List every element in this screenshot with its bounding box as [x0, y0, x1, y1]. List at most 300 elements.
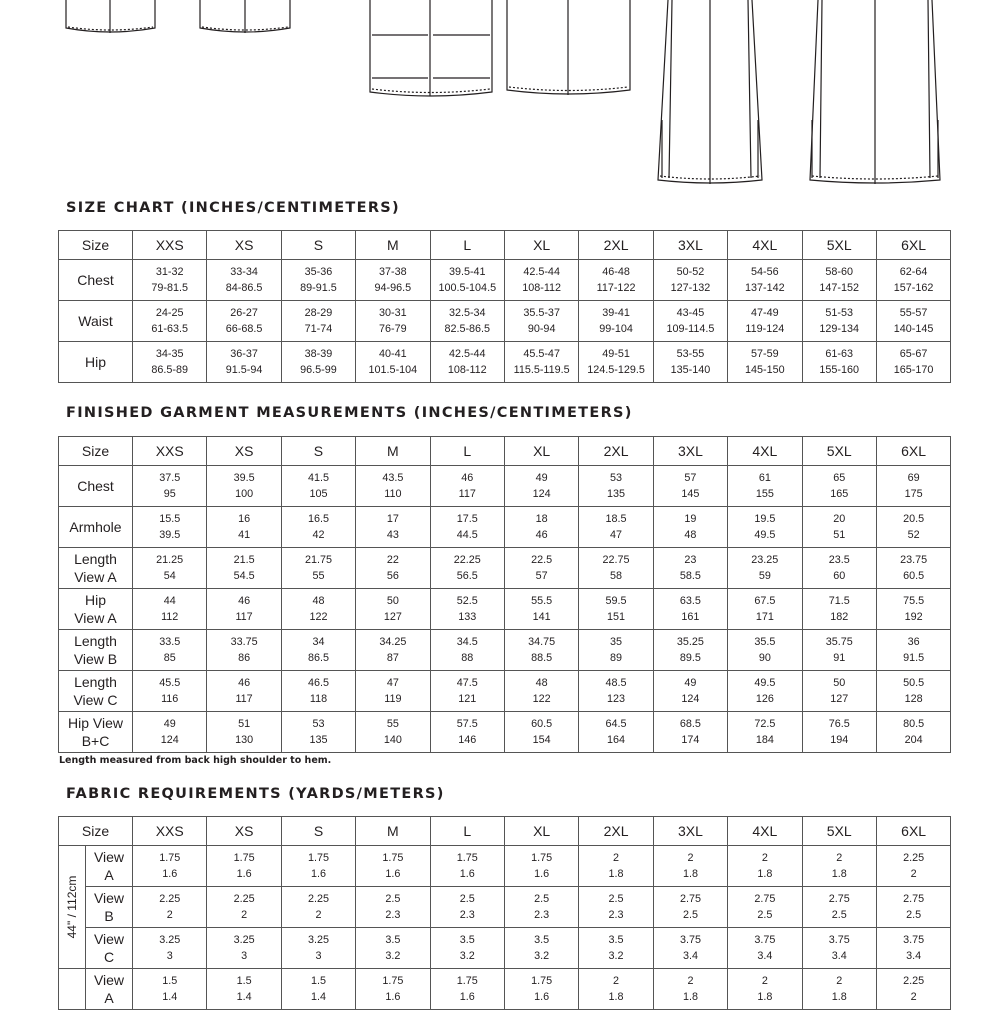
value-primary: 33.75 — [230, 636, 258, 648]
value-secondary: 59 — [758, 570, 771, 582]
value-primary: 41.5 — [307, 472, 329, 484]
value-secondary: 3 — [315, 950, 322, 962]
value-secondary: 124 — [160, 734, 179, 746]
value-secondary: 1.8 — [682, 991, 698, 1003]
value-primary: 68.5 — [679, 718, 701, 730]
header-l: L — [430, 817, 504, 846]
value-primary: 2 — [687, 975, 694, 987]
value-secondary: 116 — [161, 693, 179, 705]
value-secondary: 165 — [830, 488, 849, 500]
size-chart-row — [59, 342, 951, 383]
value-cell — [802, 887, 876, 928]
value-cell — [207, 342, 281, 383]
value-cell — [876, 589, 950, 630]
row-label-line: View B — [73, 651, 118, 667]
value-cell — [653, 630, 727, 671]
value-cell — [207, 887, 281, 928]
value-primary: 3.75 — [679, 934, 701, 946]
value-cell — [876, 630, 950, 671]
value-secondary: 1.6 — [310, 868, 326, 880]
value-secondary: 2.5 — [682, 909, 698, 921]
value-secondary: 56 — [386, 570, 399, 582]
value-cell — [356, 301, 430, 342]
value-secondary: 2 — [315, 909, 322, 921]
value-cell — [356, 928, 430, 969]
value-primary: 16.5 — [307, 513, 329, 525]
row-label-line: B+C — [81, 733, 110, 749]
value-cell — [579, 548, 653, 589]
value-primary: 46.5 — [307, 677, 329, 689]
value-secondary: 60.5 — [903, 570, 925, 582]
value-primary: 1.75 — [159, 852, 181, 864]
value-secondary: 154 — [532, 734, 551, 746]
value-secondary: 87 — [386, 652, 399, 664]
value-secondary: 49.5 — [754, 529, 776, 541]
header-xxs: XXS — [133, 437, 207, 466]
fabric-header-row — [59, 817, 951, 846]
value-cell — [728, 712, 802, 753]
value-secondary: 66-68.5 — [225, 323, 263, 335]
value-primary: 35.75 — [825, 636, 853, 648]
value-cell — [653, 466, 727, 507]
value-primary: 63.5 — [679, 595, 701, 607]
value-primary: 28-29 — [304, 307, 333, 319]
value-primary: 22.75 — [602, 554, 630, 566]
fabric-body — [59, 846, 951, 1010]
value-cell — [281, 969, 355, 1010]
header-xl: XL — [504, 437, 578, 466]
value-primary: 23.5 — [828, 554, 850, 566]
value-primary: 2 — [613, 975, 620, 987]
value-secondary: 165-170 — [893, 364, 934, 376]
value-cell — [281, 846, 355, 887]
value-cell — [356, 342, 430, 383]
value-cell — [876, 507, 950, 548]
value-secondary: 105 — [309, 488, 328, 500]
value-secondary: 135-140 — [670, 364, 711, 376]
header-xs: XS — [207, 437, 281, 466]
value-primary: 2.25 — [307, 893, 329, 905]
value-cell — [653, 969, 727, 1010]
value-primary: 42.5-44 — [448, 348, 486, 360]
header-2xl: 2XL — [579, 817, 653, 846]
value-cell — [802, 671, 876, 712]
value-secondary: 2.5 — [906, 909, 922, 921]
value-secondary: 3.4 — [757, 950, 773, 962]
finished-row — [59, 466, 951, 507]
value-primary: 2.75 — [679, 893, 701, 905]
value-cell — [133, 969, 207, 1010]
value-cell — [281, 928, 355, 969]
header-xs: XS — [207, 817, 281, 846]
value-cell — [876, 969, 950, 1010]
value-cell — [281, 260, 355, 301]
value-secondary: 137-142 — [745, 282, 785, 294]
value-secondary: 47 — [610, 529, 623, 541]
value-primary: 2.25 — [903, 852, 925, 864]
value-primary: 3.5 — [608, 934, 624, 946]
row-label: Hip — [59, 342, 133, 383]
value-secondary: 101.5-104 — [368, 364, 418, 376]
value-cell — [133, 342, 207, 383]
value-primary: 48 — [535, 677, 548, 689]
value-secondary: 61-63.5 — [151, 323, 188, 335]
value-cell — [504, 712, 578, 753]
value-primary: 57.5 — [456, 718, 478, 730]
value-primary: 42.5-44 — [523, 266, 560, 278]
value-cell — [207, 712, 281, 753]
value-primary: 46 — [238, 677, 251, 689]
size-chart-title: SIZE CHART (INCHES/CENTIMETERS) — [66, 200, 400, 216]
value-secondary: 122 — [532, 693, 551, 705]
value-cell — [504, 671, 578, 712]
value-secondary: 130 — [235, 734, 254, 746]
value-primary: 1.75 — [233, 852, 255, 864]
value-primary: 72.5 — [754, 718, 776, 730]
value-cell — [430, 712, 504, 753]
value-secondary: 1.8 — [831, 991, 847, 1003]
garment-illustrations — [0, 0, 1000, 195]
row-label — [59, 671, 133, 712]
value-secondary: 182 — [830, 611, 849, 623]
value-secondary: 91.5 — [903, 652, 925, 664]
value-cell — [876, 846, 950, 887]
value-primary: 31-32 — [155, 266, 184, 278]
value-secondary: 3.2 — [608, 950, 624, 962]
row-label-line: View A — [74, 569, 117, 585]
value-cell — [356, 260, 430, 301]
value-secondary: 90 — [758, 652, 771, 664]
value-secondary: 2 — [166, 909, 173, 921]
value-secondary: 145-150 — [745, 364, 785, 376]
value-secondary: 1.6 — [459, 868, 475, 880]
value-cell — [356, 712, 430, 753]
value-cell — [802, 507, 876, 548]
fabric-width-cell — [59, 846, 86, 969]
value-cell — [281, 887, 355, 928]
value-cell — [802, 630, 876, 671]
value-secondary: 89-91.5 — [300, 282, 337, 294]
value-cell — [504, 548, 578, 589]
value-secondary: 2 — [241, 909, 248, 921]
value-secondary: 117-122 — [596, 282, 636, 294]
fabric-requirements-title: FABRIC REQUIREMENTS (YARDS/METERS) — [66, 786, 445, 802]
value-secondary: 135 — [309, 734, 328, 746]
value-cell — [430, 928, 504, 969]
value-secondary: 127-132 — [670, 282, 711, 294]
value-cell — [653, 342, 727, 383]
header-6xl: 6XL — [876, 817, 950, 846]
header-4xl: 4XL — [728, 231, 802, 260]
value-secondary: 128 — [904, 693, 923, 705]
header-3xl: 3XL — [653, 231, 727, 260]
value-primary: 35.5-37 — [523, 307, 560, 319]
value-primary: 17 — [386, 513, 399, 525]
value-cell — [207, 846, 281, 887]
value-primary: 65 — [833, 472, 846, 484]
value-secondary: 1.6 — [162, 868, 178, 880]
row-label-line: View C — [73, 692, 118, 708]
header-s: S — [281, 437, 355, 466]
value-secondary: 94-96.5 — [374, 282, 412, 294]
value-primary: 21.5 — [233, 554, 255, 566]
value-cell — [207, 928, 281, 969]
value-primary: 46 — [238, 595, 251, 607]
finished-row — [59, 712, 951, 753]
value-primary: 55 — [386, 718, 399, 730]
value-primary: 36-37 — [230, 348, 258, 360]
value-primary: 3.25 — [307, 934, 329, 946]
value-primary: 2 — [836, 975, 843, 987]
value-primary: 34.5 — [456, 636, 478, 648]
value-primary: 37.5 — [159, 472, 181, 484]
value-primary: 1.5 — [310, 975, 326, 987]
value-primary: 3.25 — [159, 934, 181, 946]
value-secondary: 123 — [607, 693, 626, 705]
value-secondary: 84-86.5 — [225, 282, 263, 294]
value-primary: 2 — [687, 852, 694, 864]
value-primary: 49 — [163, 718, 176, 730]
value-primary: 2.75 — [754, 893, 776, 905]
value-cell — [876, 260, 950, 301]
value-cell — [579, 671, 653, 712]
value-secondary: 2.3 — [459, 909, 475, 921]
value-secondary: 3 — [241, 950, 248, 962]
row-label — [59, 630, 133, 671]
value-primary: 2.25 — [903, 975, 925, 987]
value-primary: 22.5 — [531, 554, 553, 566]
value-cell — [356, 589, 430, 630]
value-cell — [579, 712, 653, 753]
value-cell — [579, 630, 653, 671]
value-secondary: 60 — [833, 570, 846, 582]
value-cell — [653, 301, 727, 342]
finished-measurements-table — [58, 436, 951, 753]
value-cell — [876, 301, 950, 342]
value-cell — [207, 630, 281, 671]
value-cell — [356, 846, 430, 887]
value-primary: 17.5 — [456, 513, 478, 525]
value-primary: 36 — [907, 636, 920, 648]
value-primary: 61-63 — [825, 348, 854, 360]
value-primary: 1.5 — [162, 975, 178, 987]
value-primary: 37-38 — [379, 266, 407, 278]
value-primary: 50 — [833, 677, 846, 689]
value-secondary: 1.4 — [310, 991, 326, 1003]
value-cell — [281, 301, 355, 342]
value-secondary: 157-162 — [893, 282, 934, 294]
header-size: Size — [59, 231, 133, 260]
value-secondary: 1.6 — [236, 868, 252, 880]
value-primary: 53 — [610, 472, 623, 484]
value-primary: 62-64 — [899, 266, 928, 278]
value-primary: 34.25 — [379, 636, 407, 648]
value-cell — [728, 548, 802, 589]
finished-measurements-title: FINISHED GARMENT MEASUREMENTS (INCHES/CENTIMETERS) — [66, 405, 633, 421]
value-primary: 43-45 — [676, 307, 705, 319]
value-cell — [579, 260, 653, 301]
length-note: Length measured from back high shoulder to hem. — [59, 755, 332, 766]
header-4xl: 4XL — [728, 437, 802, 466]
value-primary: 21.25 — [156, 554, 184, 566]
value-primary: 30-31 — [379, 307, 407, 319]
value-cell — [430, 507, 504, 548]
value-primary: 76.5 — [828, 718, 850, 730]
value-secondary: 2 — [910, 868, 917, 880]
value-cell — [876, 342, 950, 383]
value-primary: 35 — [610, 636, 623, 648]
value-secondary: 127 — [830, 693, 849, 705]
view-label-line: View — [93, 972, 125, 988]
value-cell — [728, 928, 802, 969]
value-secondary: 140-145 — [893, 323, 934, 335]
value-secondary: 126 — [755, 693, 774, 705]
value-secondary: 1.6 — [385, 868, 401, 880]
value-cell — [802, 301, 876, 342]
value-secondary: 117 — [235, 693, 253, 705]
value-primary: 2 — [761, 975, 768, 987]
value-cell — [802, 928, 876, 969]
value-primary: 16 — [238, 513, 251, 525]
value-cell — [579, 887, 653, 928]
header-6xl: 6XL — [876, 437, 950, 466]
value-primary: 48 — [312, 595, 325, 607]
value-primary: 47 — [386, 677, 399, 689]
value-primary: 69 — [907, 472, 920, 484]
value-cell — [504, 969, 578, 1010]
value-primary: 55-57 — [899, 307, 928, 319]
finished-row — [59, 630, 951, 671]
value-secondary: 119 — [384, 693, 402, 705]
value-secondary: 86 — [238, 652, 251, 664]
value-secondary: 56.5 — [456, 570, 478, 582]
value-cell — [430, 969, 504, 1010]
value-cell — [281, 712, 355, 753]
value-secondary: 1.6 — [534, 991, 550, 1003]
value-cell — [728, 969, 802, 1010]
value-cell — [281, 671, 355, 712]
value-primary: 3.25 — [233, 934, 255, 946]
value-primary: 71.5 — [828, 595, 850, 607]
header-m: M — [356, 437, 430, 466]
value-primary: 57 — [684, 472, 697, 484]
value-cell — [207, 466, 281, 507]
fabric-row — [59, 846, 951, 887]
fabric-row — [59, 969, 951, 1010]
value-cell — [653, 260, 727, 301]
value-cell — [653, 671, 727, 712]
value-cell — [504, 928, 578, 969]
value-secondary: 48 — [684, 529, 697, 541]
value-cell — [133, 589, 207, 630]
value-cell — [504, 846, 578, 887]
value-cell — [802, 466, 876, 507]
value-secondary: 86.5 — [307, 652, 329, 664]
value-primary: 23.75 — [900, 554, 928, 566]
header-2xl: 2XL — [579, 231, 653, 260]
value-cell — [430, 301, 504, 342]
value-cell — [579, 507, 653, 548]
header-m: M — [356, 817, 430, 846]
value-primary: 1.75 — [456, 975, 478, 987]
value-cell — [579, 969, 653, 1010]
row-label-line: View A — [74, 610, 117, 626]
row-label — [59, 466, 133, 507]
finished-row — [59, 548, 951, 589]
value-primary: 51-53 — [825, 307, 854, 319]
value-primary: 3.5 — [385, 934, 401, 946]
row-label-line: Length — [74, 551, 117, 567]
value-secondary: 124 — [532, 488, 551, 500]
value-primary: 47.5 — [456, 677, 478, 689]
value-primary: 50-52 — [676, 266, 705, 278]
value-primary: 34 — [312, 636, 325, 648]
value-secondary: 146 — [458, 734, 477, 746]
header-xxs: XXS — [133, 231, 207, 260]
header-xl: XL — [504, 231, 578, 260]
value-primary: 57-59 — [751, 348, 779, 360]
dress-back-sketch — [507, 0, 630, 95]
value-secondary: 2 — [910, 991, 917, 1003]
value-primary: 22 — [386, 554, 399, 566]
view-label-line: B — [104, 908, 114, 924]
value-secondary: 2.3 — [385, 909, 401, 921]
value-primary: 2 — [613, 852, 620, 864]
value-secondary: 171 — [755, 611, 774, 623]
value-secondary: 58.5 — [679, 570, 701, 582]
value-primary: 1.75 — [456, 852, 478, 864]
value-cell — [653, 548, 727, 589]
value-secondary: 124.5-129.5 — [587, 364, 645, 376]
value-primary: 49 — [684, 677, 697, 689]
value-secondary: 122 — [309, 611, 328, 623]
value-secondary: 140 — [383, 734, 402, 746]
value-primary: 2.75 — [828, 893, 850, 905]
row-label-line: Length — [74, 633, 117, 649]
value-cell — [430, 548, 504, 589]
value-secondary: 1.8 — [608, 868, 624, 880]
value-primary: 3.75 — [903, 934, 925, 946]
value-primary: 2.75 — [903, 893, 925, 905]
value-cell — [504, 589, 578, 630]
value-secondary: 91.5-94 — [225, 364, 263, 376]
value-secondary: 51 — [833, 529, 846, 541]
value-secondary: 109-114.5 — [666, 323, 715, 335]
row-label-line: Armhole — [69, 519, 122, 535]
value-secondary: 2.5 — [757, 909, 773, 921]
value-secondary: 124 — [681, 693, 700, 705]
value-secondary: 3.4 — [906, 950, 922, 962]
value-cell — [133, 712, 207, 753]
header-3xl: 3XL — [653, 437, 727, 466]
value-secondary: 91 — [833, 652, 846, 664]
value-cell — [504, 887, 578, 928]
value-secondary: 3.2 — [459, 950, 475, 962]
value-secondary: 1.8 — [831, 868, 847, 880]
view-label-line: A — [104, 990, 114, 1006]
value-secondary: 175 — [904, 488, 923, 500]
value-primary: 60.5 — [531, 718, 553, 730]
value-cell — [504, 630, 578, 671]
value-primary: 33-34 — [230, 266, 258, 278]
header-xxs: XXS — [133, 817, 207, 846]
value-primary: 46 — [461, 472, 474, 484]
value-secondary: 110 — [384, 488, 402, 500]
value-secondary: 79-81.5 — [151, 282, 188, 294]
value-secondary: 174 — [681, 734, 700, 746]
value-primary: 49.5 — [754, 677, 776, 689]
value-secondary: 121 — [458, 693, 477, 705]
